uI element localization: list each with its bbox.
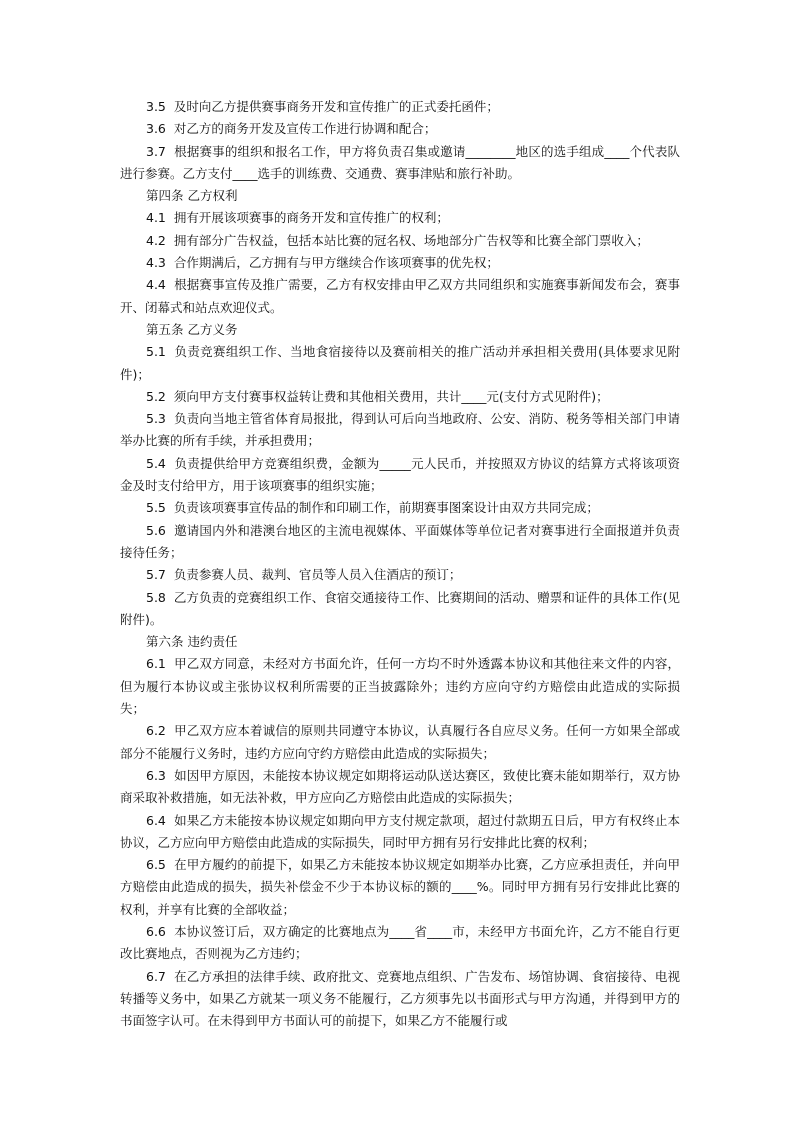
clause-3-6: 3.6 对乙方的商务开发及宣传工作进行协调和配合； — [146, 121, 437, 137]
clause-6-3: 6.3 如因甲方原因，未能按本协议规定如期将运动队送达赛区，致使比赛未能如期举行，双方协商采取补救措施，如无法补救，甲方应向乙方赔偿由此造成的实际损失； — [120, 767, 680, 806]
clause-5-2: 5.2 须向甲方支付赛事权益转让费和其他相关费用，共计____元(支付方式见附件)； — [146, 388, 609, 404]
clause-6-1: 6.1 甲乙双方同意，未经对方书面允许，任何一方均不时外透露本协议和其他往来文件的内容，但为履行本协议或主张协议权利所需要的正当披露除外；违约方应向守约方赔偿由此造成的实际损失； — [120, 656, 680, 717]
clause-6-6: 6.6 本协议签订后，双方确定的比赛地点为____省____市，未经甲方书面允许，乙方不能自行更改比赛地点，否则视为乙方违约； — [120, 923, 680, 962]
article-5-heading: 第五条 乙方义务 — [146, 321, 238, 337]
clause-4-2: 4.2 拥有部分广告权益，包括本站比赛的冠名权、场地部分广告权等和比赛全部门票收入； — [146, 232, 649, 248]
article-4-heading: 第四条 乙方权利 — [146, 188, 238, 204]
clause-6-7: 6.7 在乙方承担的法律手续、政府批文、竞赛地点组织、广告发布、场馆协调、食宿接待、电视转播等义务中，如果乙方就某一项义务不能履行，乙方须事先以书面形式与甲方沟通，并得到甲方的书面签字认可。在未得到甲方书面认可的前提下，如果乙方不能履行或 — [120, 968, 680, 1029]
clause-4-4: 4.4 根据赛事宣传及推广需要，乙方有权安排由甲乙双方共同组织和实施赛事新闻发布会，赛事开、闭幕式和站点欢迎仪式。 — [120, 277, 680, 315]
clause-5-6: 5.6 邀请国内外和港澳台地区的主流电视媒体、平面媒体等单位记者对赛事进行全面报道并负责接待任务； — [120, 522, 680, 560]
clause-5-1: 5.1 负责竞赛组织工作、当地食宿接待以及赛前相关的推广活动并承担相关费用(具体要求见附件)； — [120, 344, 680, 382]
article-6-heading: 第六条 违约责任 — [146, 634, 238, 650]
clause-5-8: 5.8 乙方负责的竞赛组织工作、食宿交通接待工作、比赛期间的活动、赠票和证件的具体工作(见附件)。 — [120, 589, 680, 627]
clause-3-5: 3.5 及时向乙方提供赛事商务开发和宣传推广的正式委托函件； — [146, 99, 499, 114]
clause-4-1: 4.1 拥有开展该项赛事的商务开发和宣传推广的权利； — [146, 210, 449, 226]
clause-6-5: 6.5 在甲方履约的前提下，如果乙方未能按本协议规定如期举办比赛，乙方应承担责任，并向甲方赔偿由此造成的损失，损失补偿金不少于本协议标的额的____%。同时甲方拥有另行安排此比赛的权利，并享有比赛的全部收益； — [120, 857, 680, 917]
clause-5-7: 5.7 负责参赛人员、裁判、官员等人员入住酒店的预订； — [146, 567, 462, 583]
clause-6-4: 6.4 如果乙方未能按本协议规定如期向甲方支付规定款项，超过付款期五日后，甲方有权终止本协议，乙方应向甲方赔偿由此造成的实际损失，同时甲方拥有另行安排此比赛的权利； — [120, 812, 680, 850]
document-page — [120, 96, 680, 1032]
clause-5-3: 5.3 负责向当地主管省体育局报批，得到认可后向当地政府、公安、消防、税务等相关部门申请举办比赛的所有手续，并承担费用； — [120, 411, 680, 449]
clause-6-2: 6.2 甲乙双方应本着诚信的原则共同遵守本协议，认真履行各自应尽义务。任何一方如果全部或部分不能履行义务时，违约方应向守约方赔偿由此造成的实际损失； — [120, 723, 680, 761]
clause-5-5: 5.5 负责该项赛事宣传品的制作和印刷工作，前期赛事图案设计由双方共同完成； — [146, 500, 599, 516]
clause-3-7: 3.7 根据赛事的组织和报名工作，甲方将负责召集或邀请________地区的选手组成____个代表队进行参赛。乙方支付____选手的训练费、交通费、赛事津贴和旅行补助。 — [120, 143, 680, 181]
clause-4-3: 4.3 合作期满后，乙方拥有与甲方继续合作该项赛事的优先权； — [146, 255, 499, 271]
clause-5-4: 5.4 负责提供给甲方竞赛组织费，金额为_____元人民币，并按照双方协议的结算方式将该项资金及时支付给甲方，用于该项赛事的组织实施； — [120, 455, 680, 494]
